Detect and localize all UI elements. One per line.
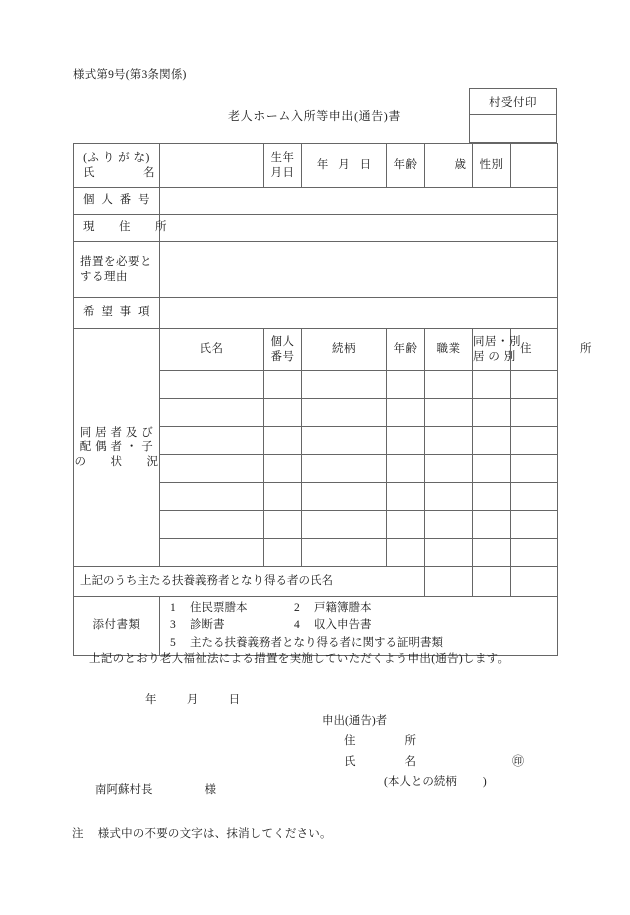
reason-label-line2: する理由 (80, 270, 128, 283)
attachment-num-3: 3 (170, 619, 176, 632)
household-label-line1: 同 居 者 及 び (79, 426, 154, 439)
current-address-label: 現 住 所 (83, 221, 167, 234)
attachment-text-3: 診断書 (190, 619, 225, 632)
cell-name[interactable] (160, 511, 264, 539)
dob-month-marker: 月 (338, 158, 350, 171)
dob-label-line1: 生年 (270, 152, 295, 165)
cell-occupation[interactable] (425, 483, 473, 511)
cell-relation[interactable] (302, 511, 387, 539)
column-header-age: 年齢 (387, 329, 425, 371)
name-label: 氏 名 (83, 166, 155, 179)
cell-age[interactable] (387, 427, 425, 455)
cell-living-type[interactable] (473, 539, 511, 567)
dob-label-cell (264, 144, 302, 188)
date-month-marker[interactable]: 月 (186, 694, 199, 706)
row-name (74, 144, 558, 188)
cell-occupation[interactable] (425, 539, 473, 567)
form-number: 様式第9号(第3条関係) (73, 69, 187, 81)
cell-my-number[interactable] (264, 539, 302, 567)
column-header-living-type (473, 329, 521, 371)
cell-name[interactable] (160, 483, 264, 511)
current-address-label-cell (74, 215, 167, 242)
cell-my-number[interactable] (264, 483, 302, 511)
cell-age[interactable] (387, 455, 425, 483)
cell-address[interactable] (511, 455, 558, 483)
furigana-label: (ふ り が な) (83, 152, 150, 165)
attachment-num-2: 2 (294, 602, 300, 614)
cell-age[interactable] (387, 399, 425, 427)
attachment-num-5: 5 (170, 636, 176, 649)
signer-address-label: 住 所 (344, 735, 416, 748)
row-current-address (74, 215, 558, 242)
column-header-my-number-line2: 番号 (270, 350, 295, 363)
closing-statement: 上記のとおり老人福祉法による措置を実施していただくよう申出(通告)します。 (89, 653, 510, 665)
seal-icon: ㊞ (512, 754, 525, 769)
cell-name[interactable] (160, 455, 264, 483)
reason-label-cell (74, 242, 160, 298)
attachment-text-4: 収入申告書 (314, 619, 372, 632)
cell-name[interactable] (160, 371, 264, 399)
cell-my-number[interactable] (264, 511, 302, 539)
cell-living-type[interactable] (473, 371, 511, 399)
application-form-table (73, 143, 592, 656)
cell-address[interactable] (511, 483, 558, 511)
attachment-num-4: 4 (294, 619, 300, 632)
cell-occupation[interactable] (425, 455, 473, 483)
attachments-label: 添付書類 (74, 597, 160, 656)
cell-relation[interactable] (302, 483, 387, 511)
household-label-line2: 配 偶 者 ・ 子 (79, 441, 154, 454)
household-label-line3: の 状 況 (74, 455, 159, 468)
cell-name[interactable] (160, 427, 264, 455)
my-number-value[interactable] (160, 188, 558, 215)
column-header-address-text: 住 所 (520, 342, 592, 355)
receipt-stamp-box (469, 88, 557, 143)
cell-my-number[interactable] (264, 399, 302, 427)
cell-address[interactable] (511, 399, 558, 427)
main-supporter-value-1[interactable] (425, 567, 473, 597)
cell-age[interactable] (387, 483, 425, 511)
name-label-cell (74, 144, 160, 188)
relation-row (384, 772, 524, 792)
signer-block (322, 711, 524, 793)
reason-value[interactable] (160, 242, 558, 298)
date-year-marker[interactable]: 年 (145, 694, 157, 706)
cell-living-type[interactable] (473, 511, 511, 539)
cell-my-number[interactable] (264, 455, 302, 483)
gender-value[interactable] (511, 144, 558, 188)
receipt-stamp-area[interactable] (470, 115, 556, 143)
hope-label-cell (74, 298, 160, 329)
footnote-marker: 注 (72, 828, 84, 840)
cell-relation[interactable] (302, 427, 387, 455)
attachment-line-1 (170, 600, 557, 617)
main-supporter-label: 上記のうち主たる扶養義務者となり得る者の氏名 (80, 574, 333, 587)
cell-occupation[interactable] (425, 427, 473, 455)
cell-address[interactable] (511, 539, 558, 567)
column-header-occupation: 職業 (425, 329, 473, 371)
footnote (72, 825, 332, 841)
column-header-my-number-line1: 個人 (270, 336, 295, 349)
addressee-honorific: 様 (204, 784, 216, 796)
cell-relation[interactable] (302, 399, 387, 427)
my-number-label-cell (74, 188, 160, 215)
dob-day-marker: 日 (359, 158, 372, 171)
column-header-living-type-line1: 同居・別 (473, 336, 521, 349)
attachment-text-2: 戸籍簿謄本 (314, 602, 372, 614)
cell-relation[interactable] (302, 371, 387, 399)
cell-address[interactable] (511, 371, 558, 399)
cell-age[interactable] (387, 539, 425, 567)
column-header-living-type-line2: 居 の 別 (473, 350, 516, 363)
row-main-supporter (74, 567, 558, 597)
cell-occupation[interactable] (425, 399, 473, 427)
age-value-cell[interactable] (425, 144, 473, 188)
cell-address[interactable] (511, 427, 558, 455)
age-unit: 歳 (454, 158, 466, 171)
age-label: 年齢 (387, 144, 425, 188)
household-section-label-cell (74, 329, 160, 567)
addressee-line (95, 781, 216, 797)
dob-year-marker: 年 (316, 158, 329, 171)
footnote-text: 様式中の不要の文字は、抹消してください。 (97, 828, 332, 840)
column-header-relation: 続柄 (302, 329, 387, 371)
submission-date-line (145, 691, 240, 707)
cell-living-type[interactable] (473, 427, 511, 455)
cell-living-type[interactable] (473, 399, 511, 427)
row-reason (74, 242, 558, 298)
row-hope (74, 298, 558, 329)
addressee-name: 南阿蘇村長 (95, 784, 153, 796)
row-attachments (74, 597, 558, 656)
cell-my-number[interactable] (264, 427, 302, 455)
main-supporter-value-3[interactable] (511, 567, 558, 597)
signer-title: 申出(通告)者 (322, 715, 388, 727)
date-day-marker[interactable]: 日 (228, 694, 241, 706)
attachment-text-5: 主たる扶養義務者となり得る者に関する証明書類 (190, 636, 443, 649)
attachments-list-cell (160, 597, 558, 656)
cell-occupation[interactable] (425, 371, 473, 399)
attachment-line-2 (170, 617, 557, 634)
cell-name[interactable] (160, 539, 264, 567)
column-header-my-number (264, 329, 302, 371)
current-address-value[interactable] (160, 215, 558, 242)
gender-label: 性別 (473, 144, 511, 188)
receipt-stamp-label: 村受付印 (470, 89, 556, 115)
relation-open-label: (本人との続柄 (384, 776, 457, 789)
reason-label-line1: 措置を必要と (80, 256, 152, 269)
main-supporter-label-cell (74, 567, 425, 597)
signer-address-row (322, 731, 524, 751)
attachment-num-1: 1 (170, 602, 176, 614)
cell-name[interactable] (160, 399, 264, 427)
name-value[interactable] (160, 144, 264, 188)
relation-close-label: ) (482, 776, 487, 789)
signer-name-label: 氏 名 (344, 756, 416, 769)
hope-label: 希 望 事 項 (83, 306, 150, 319)
column-header-name: 氏名 (160, 329, 264, 371)
my-number-label: 個 人 番 号 (83, 194, 150, 207)
cell-age[interactable] (387, 511, 425, 539)
cell-relation[interactable] (302, 455, 387, 483)
dob-value-cell[interactable] (302, 144, 387, 188)
cell-age[interactable] (387, 371, 425, 399)
attachment-text-1: 住民票謄本 (190, 602, 248, 614)
row-household-header (74, 329, 558, 371)
signer-name-row (322, 751, 524, 772)
cell-my-number[interactable] (264, 371, 302, 399)
column-header-address (511, 329, 592, 371)
document-title: 老人ホーム入所等申出(通告)書 (228, 109, 401, 123)
hope-value[interactable] (160, 298, 558, 329)
main-supporter-value-2[interactable] (473, 567, 511, 597)
cell-relation[interactable] (302, 539, 387, 567)
row-my-number (74, 188, 558, 215)
cell-living-type[interactable] (473, 483, 511, 511)
cell-address[interactable] (511, 511, 558, 539)
cell-occupation[interactable] (425, 511, 473, 539)
cell-living-type[interactable] (473, 455, 511, 483)
dob-label-line2: 月日 (270, 166, 295, 179)
